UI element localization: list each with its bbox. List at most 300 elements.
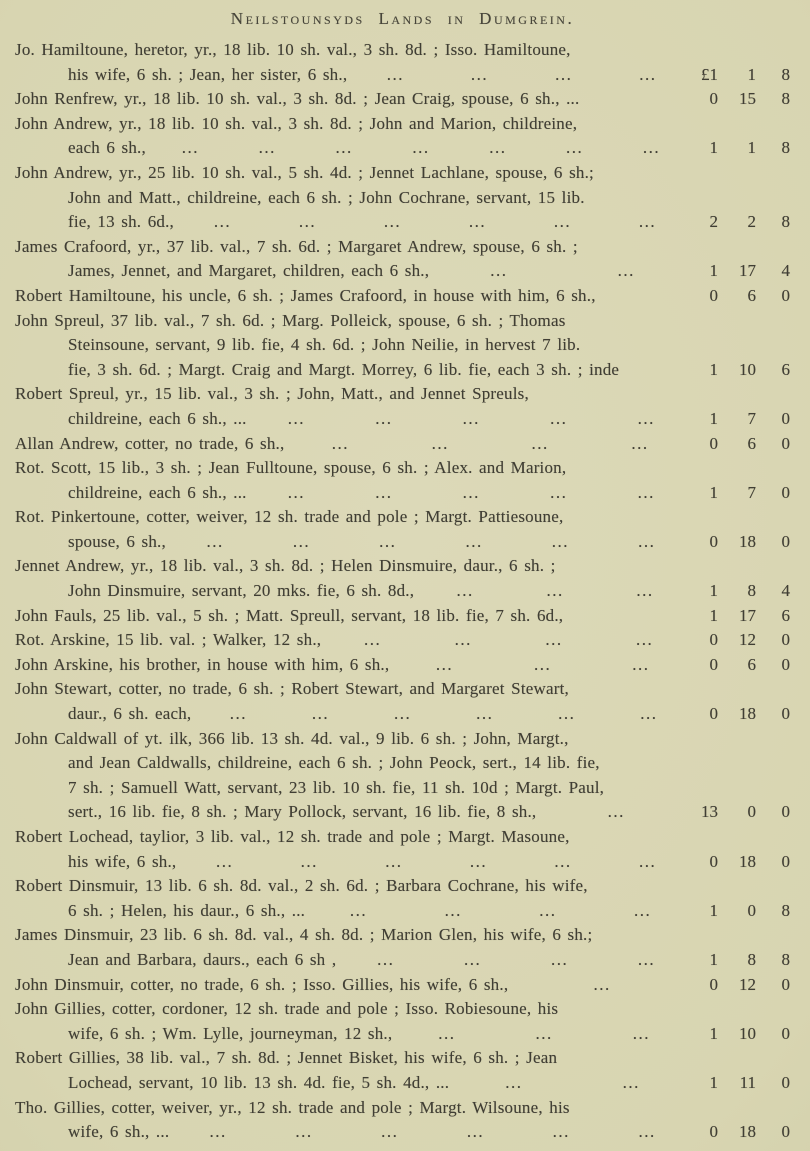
entry-text bbox=[15, 284, 690, 309]
entry-text bbox=[15, 235, 690, 284]
entry-line bbox=[15, 973, 690, 998]
dot-leader-group: ... bbox=[385, 851, 403, 871]
entry-line bbox=[15, 358, 690, 383]
entry-line bbox=[15, 850, 690, 875]
amount-pounds: 0 bbox=[709, 851, 718, 871]
dot-leaders bbox=[420, 579, 690, 604]
dot-leader-group: ... bbox=[638, 1122, 656, 1142]
ledger-entry bbox=[15, 1046, 790, 1095]
ledger-entry bbox=[15, 628, 790, 653]
amount-shillings: 2 bbox=[747, 212, 756, 232]
entry-line: James Dinsmuir, 23 lib. 6 sh. 8d. val., 4 sh. 8d. ; Marion Glen, his wife, 6 sh.; bbox=[15, 925, 593, 945]
entry-line bbox=[15, 579, 690, 604]
amount-pence: 0 bbox=[781, 1023, 790, 1043]
dot-leader-group: ... bbox=[363, 630, 382, 650]
amount-pence: 0 bbox=[781, 704, 790, 724]
amount-pounds: 1 bbox=[709, 138, 718, 158]
amount-pence: 0 bbox=[781, 482, 790, 502]
entry-line: and Jean Caldwalls, childreine, each 6 sh. ; John Peock, sert., 14 lib. fie, bbox=[68, 753, 600, 773]
ledger-entry bbox=[15, 874, 790, 923]
dot-leader-group: ... bbox=[639, 851, 657, 871]
amount bbox=[690, 948, 790, 973]
entry-line bbox=[15, 530, 690, 555]
dot-leader-group: ... bbox=[412, 138, 430, 158]
entry-text bbox=[15, 456, 690, 505]
entry-text bbox=[15, 628, 690, 653]
entry-line-text: wife, 6 sh., ... bbox=[68, 1122, 170, 1142]
dot-leader-group: ... bbox=[638, 531, 656, 551]
entry-line bbox=[15, 1022, 690, 1047]
amount-pounds: 0 bbox=[709, 974, 718, 994]
entry-line bbox=[15, 210, 690, 235]
amount-pounds: 1 bbox=[709, 359, 718, 379]
amount bbox=[690, 1022, 790, 1047]
dot-leaders bbox=[311, 899, 690, 924]
amount bbox=[690, 604, 790, 629]
amount-pence: 0 bbox=[781, 408, 790, 428]
amount bbox=[690, 1071, 790, 1096]
entry-text bbox=[15, 825, 690, 874]
entry-line bbox=[15, 136, 690, 161]
amount-pounds: 2 bbox=[709, 212, 718, 232]
dot-leader-group: ... bbox=[454, 630, 472, 650]
dot-leader-group: ... bbox=[393, 704, 412, 724]
dot-leader-group: ... bbox=[381, 1122, 399, 1142]
dot-leader-group: ... bbox=[298, 212, 317, 232]
dot-leader-group: ... bbox=[640, 704, 658, 724]
dot-leader-group: ... bbox=[469, 851, 488, 871]
ledger-entry bbox=[15, 456, 790, 505]
entry-line: James Crafoord, yr., 37 lib. val., 7 sh. 6d. ; Margaret Andrew, spouse, 6 sh. ; bbox=[15, 236, 578, 256]
dot-leader-group: ... bbox=[637, 482, 655, 502]
page-title: Neilstounsyds Lands in Dumgrein. bbox=[230, 9, 575, 28]
amount-pounds: 0 bbox=[709, 630, 718, 650]
dot-leaders bbox=[435, 259, 690, 284]
dot-leader-group: ... bbox=[546, 581, 564, 601]
entry-line-text: James, Jennet, and Margaret, children, each 6 sh., bbox=[68, 261, 430, 281]
amount-pence: 0 bbox=[781, 285, 790, 305]
dot-leader-group: ... bbox=[216, 851, 234, 871]
amount-shillings: 10 bbox=[739, 359, 756, 379]
dot-leader-group: ... bbox=[386, 64, 404, 84]
amount bbox=[690, 358, 790, 383]
dot-leader-group: ... bbox=[637, 408, 655, 428]
dot-leaders bbox=[395, 653, 690, 678]
dot-leader-group: ... bbox=[617, 261, 635, 281]
entry-line: John and Matt., childreine, each 6 sh. ; John Cochrane, servant, 15 lib. bbox=[68, 187, 585, 207]
dot-leaders bbox=[253, 407, 690, 432]
dot-leader-group: ... bbox=[550, 408, 568, 428]
dot-leader-group: ... bbox=[375, 482, 393, 502]
amount-pounds: 1 bbox=[709, 949, 718, 969]
dot-leader-group: ... bbox=[229, 704, 248, 724]
amount-shillings: 7 bbox=[747, 408, 756, 428]
entry-line-text: Lochead, servant, 10 lib. 13 sh. 4d. fie, 5 sh. 4d., ... bbox=[68, 1072, 450, 1092]
dot-leaders bbox=[182, 850, 690, 875]
dot-leader-group: ... bbox=[489, 138, 507, 158]
amount-pounds: 13 bbox=[701, 802, 718, 822]
dot-leader-group: ... bbox=[462, 482, 480, 502]
dot-leader-group: ... bbox=[462, 408, 480, 428]
dot-leader-group: ... bbox=[470, 64, 489, 84]
entry-line-text: Jean and Barbara, daurs., each 6 sh , bbox=[68, 949, 337, 969]
entry-line: John Gillies, cotter, cordoner, 12 sh. trade and pole ; Isso. Robiesoune, his bbox=[15, 999, 559, 1019]
ledger-entry bbox=[15, 973, 790, 998]
entry-line bbox=[15, 1120, 690, 1145]
entry-text bbox=[15, 997, 690, 1046]
dot-leader-group: ... bbox=[456, 581, 474, 601]
dot-leader-group: ... bbox=[287, 482, 305, 502]
entry-line-text: childreine, each 6 sh., ... bbox=[68, 482, 247, 502]
ledger-entry bbox=[15, 87, 790, 112]
entry-line-text: each 6 sh., bbox=[68, 138, 146, 158]
dot-leader-group: ... bbox=[566, 138, 584, 158]
ledger-entry bbox=[15, 309, 790, 383]
dot-leader-group: ... bbox=[476, 704, 494, 724]
entry-text bbox=[15, 653, 690, 678]
amount-shillings: 0 bbox=[747, 900, 756, 920]
entry-line: Robert Dinsmuir, 13 lib. 6 sh. 8d. val., 2 sh. 6d. ; Barbara Cochrane, his wife, bbox=[15, 876, 588, 896]
amount-pence: 0 bbox=[781, 1072, 790, 1092]
dot-leader-group: ... bbox=[311, 704, 330, 724]
amount-pence: 6 bbox=[781, 605, 790, 625]
entry-text bbox=[15, 973, 690, 998]
dot-leader-group: ... bbox=[300, 851, 318, 871]
dot-leader-group: ... bbox=[550, 949, 569, 969]
amount-pounds: 0 bbox=[709, 1122, 718, 1142]
amount-pence: 8 bbox=[781, 64, 790, 84]
entries-list bbox=[15, 38, 790, 1145]
amount-pounds: 1 bbox=[709, 261, 718, 281]
dot-leaders bbox=[253, 481, 690, 506]
dot-leader-group: ... bbox=[632, 1023, 650, 1043]
entry-line bbox=[15, 948, 690, 973]
dot-leader-group: ... bbox=[465, 531, 483, 551]
entry-line-text: fie, 3 sh. 6d. ; Margt. Craig and Margt. Morrey, 6 lib. fie, each 3 sh. ; inde bbox=[68, 359, 620, 379]
ledger-entry bbox=[15, 382, 790, 431]
amount-pounds: 1 bbox=[709, 581, 718, 601]
amount bbox=[690, 284, 790, 309]
ledger-entry bbox=[15, 432, 790, 457]
entry-line bbox=[15, 63, 690, 88]
amount-pence: 0 bbox=[781, 974, 790, 994]
entry-line-text: John Fauls, 25 lib. val., 5 sh. ; Matt. Spreull, servant, 18 lib. fie, 7 sh. 6d., bbox=[15, 605, 564, 625]
entry-text bbox=[15, 604, 690, 629]
amount bbox=[690, 210, 790, 235]
entry-line bbox=[15, 899, 690, 924]
entry-line: Jennet Andrew, yr., 18 lib. val., 3 sh. 8d. ; Helen Dinsmuire, daur., 6 sh. ; bbox=[15, 556, 556, 576]
amount-pounds: 0 bbox=[709, 433, 718, 453]
ledger-entry bbox=[15, 653, 790, 678]
amount-pounds: 1 bbox=[709, 1072, 718, 1092]
entry-line: John Stewart, cotter, no trade, 6 sh. ; Robert Stewart, and Margaret Stewart, bbox=[15, 679, 569, 699]
dot-leader-group: ... bbox=[545, 630, 563, 650]
amount-pence: 0 bbox=[781, 802, 790, 822]
amount bbox=[690, 579, 790, 604]
dot-leader-group: ... bbox=[642, 138, 661, 158]
amount bbox=[690, 702, 790, 727]
entry-text bbox=[15, 382, 690, 431]
dot-leaders bbox=[455, 1071, 690, 1096]
entry-line bbox=[15, 800, 690, 825]
dot-leader-group: ... bbox=[383, 212, 402, 232]
dot-leader-group: ... bbox=[468, 212, 487, 232]
dot-leader-group: ... bbox=[379, 531, 397, 551]
dot-leader-group: ... bbox=[554, 851, 572, 871]
amount bbox=[690, 899, 790, 924]
amount-shillings: 6 bbox=[747, 285, 756, 305]
dot-leader-group: ... bbox=[213, 212, 232, 232]
ledger-entry bbox=[15, 38, 790, 87]
ledger-entry bbox=[15, 1096, 790, 1145]
amount-shillings: 1 bbox=[747, 64, 756, 84]
amount-shillings: 10 bbox=[739, 1023, 756, 1043]
dot-leaders bbox=[175, 1120, 690, 1145]
entry-line-text: sert., 16 lib. fie, 8 sh. ; Mary Pollock, servant, 16 lib. fie, 8 sh., bbox=[68, 802, 537, 822]
amount-pence: 8 bbox=[781, 212, 790, 232]
entry-line: Tho. Gillies, cotter, weiver, yr., 12 sh. trade and pole ; Margt. Wilsoune, his bbox=[15, 1097, 570, 1117]
ledger-entry bbox=[15, 284, 790, 309]
dot-leader-group: ... bbox=[438, 1023, 456, 1043]
entry-text bbox=[15, 161, 690, 235]
dot-leader-group: ... bbox=[553, 212, 572, 232]
entry-text bbox=[15, 923, 690, 972]
dot-leader-group: ... bbox=[539, 900, 557, 920]
dot-leader-group: ... bbox=[335, 138, 353, 158]
dot-leader-group: ... bbox=[431, 433, 449, 453]
amount bbox=[690, 800, 790, 825]
amount-shillings: 18 bbox=[739, 531, 756, 551]
entry-text bbox=[15, 505, 690, 554]
ledger-entry bbox=[15, 235, 790, 284]
entry-text bbox=[15, 87, 690, 112]
entry-line-text: his wife, 6 sh. ; Jean, her sister, 6 sh., bbox=[68, 64, 348, 84]
ledger-entry bbox=[15, 727, 790, 825]
entry-line bbox=[15, 284, 690, 309]
entry-text bbox=[15, 1096, 690, 1145]
dot-leader-group: ... bbox=[331, 433, 350, 453]
entry-line-text: spouse, 6 sh., bbox=[68, 531, 166, 551]
amount-pounds: 1 bbox=[709, 1023, 718, 1043]
dot-leader-group: ... bbox=[464, 949, 482, 969]
amount bbox=[690, 628, 790, 653]
amount-shillings: 12 bbox=[739, 630, 756, 650]
dot-leaders bbox=[542, 800, 690, 825]
dot-leader-group: ... bbox=[593, 974, 611, 994]
dot-leader-group: ... bbox=[466, 1122, 485, 1142]
entry-line-text: childreine, each 6 sh., ... bbox=[68, 408, 247, 428]
entry-line bbox=[15, 259, 690, 284]
amount-shillings: 17 bbox=[739, 261, 756, 281]
amount-shillings: 12 bbox=[739, 974, 756, 994]
dot-leader-group: ... bbox=[531, 433, 549, 453]
entry-text bbox=[15, 112, 690, 161]
ledger-entry bbox=[15, 112, 790, 161]
entry-line: John Caldwall of yt. ilk, 366 lib. 13 sh. 4d. val., 9 lib. 6 sh. ; John, Margt., bbox=[15, 728, 569, 748]
dot-leader-group: ... bbox=[181, 138, 199, 158]
amount bbox=[690, 850, 790, 875]
dot-leader-group: ... bbox=[258, 138, 276, 158]
dot-leaders bbox=[180, 210, 690, 235]
dot-leader-group: ... bbox=[558, 704, 576, 724]
dot-leader-group: ... bbox=[206, 531, 224, 551]
entry-line-text: John Arskine, his brother, in house with him, 6 sh., bbox=[15, 654, 390, 674]
entry-line-text: wife, 6 sh. ; Wm. Lylle, journeyman, 12 sh., bbox=[68, 1023, 393, 1043]
dot-leader-group: ... bbox=[607, 802, 625, 822]
dot-leader-group: ... bbox=[287, 408, 305, 428]
amount-pence: 8 bbox=[781, 89, 790, 109]
amount-pence: 0 bbox=[781, 654, 790, 674]
amount-shillings: 11 bbox=[739, 1072, 756, 1092]
amount-shillings: 17 bbox=[739, 605, 756, 625]
ledger-entry bbox=[15, 997, 790, 1046]
ledger-entry bbox=[15, 604, 790, 629]
amount-shillings: 1 bbox=[747, 138, 756, 158]
ledger-entry bbox=[15, 923, 790, 972]
entry-line-text: his wife, 6 sh., bbox=[68, 851, 177, 871]
entry-line bbox=[15, 653, 690, 678]
amount-pence: 4 bbox=[781, 581, 790, 601]
dot-leader-group: ... bbox=[295, 1122, 313, 1142]
amount-pence: 8 bbox=[781, 138, 790, 158]
amount bbox=[690, 653, 790, 678]
entry-text bbox=[15, 677, 690, 726]
dot-leader-group: ... bbox=[552, 1122, 570, 1142]
dot-leader-group: ... bbox=[550, 482, 568, 502]
entry-text bbox=[15, 432, 690, 457]
amount-pence: 0 bbox=[781, 433, 790, 453]
entry-line: Robert Gillies, 38 lib. val., 7 sh. 8d. ; Jennet Bisket, his wife, 6 sh. ; Jean bbox=[15, 1048, 558, 1068]
amount-pence: 6 bbox=[781, 359, 790, 379]
dot-leaders bbox=[290, 432, 690, 457]
amount-pounds: 1 bbox=[709, 482, 718, 502]
amount-pounds: 1 bbox=[709, 605, 718, 625]
entry-line bbox=[15, 628, 690, 653]
entry-line bbox=[15, 432, 690, 457]
dot-leader-group: ... bbox=[349, 900, 368, 920]
amount-pounds: 0 bbox=[709, 89, 718, 109]
amount-pence: 0 bbox=[781, 630, 790, 650]
dot-leader-group: ... bbox=[622, 1072, 640, 1092]
amount bbox=[690, 259, 790, 284]
dot-leader-group: ... bbox=[292, 531, 311, 551]
dot-leader-group: ... bbox=[638, 212, 657, 232]
amount-pounds: £1 bbox=[701, 64, 718, 84]
dot-leader-group: ... bbox=[444, 900, 462, 920]
entry-line-text: John Renfrew, yr., 18 lib. 10 sh. val., 3 sh. 8d. ; Jean Craig, spouse, 6 sh., ... bbox=[15, 89, 580, 109]
entry-line: Robert Spreul, yr., 15 lib. val., 3 sh. ; John, Matt., and Jennet Spreuls, bbox=[15, 384, 529, 404]
dot-leader-group: ... bbox=[637, 949, 656, 969]
dot-leader-group: ... bbox=[375, 408, 393, 428]
entry-text bbox=[15, 874, 690, 923]
entry-line: John Spreul, 37 lib. val., 7 sh. 6d. ; Marg. Polleick, spouse, 6 sh. ; Thomas bbox=[15, 310, 566, 330]
dot-leader-group: ... bbox=[435, 654, 454, 674]
amount-shillings: 6 bbox=[747, 433, 756, 453]
entry-line bbox=[15, 481, 690, 506]
amount-shillings: 15 bbox=[739, 89, 756, 109]
ledger-entry bbox=[15, 505, 790, 554]
amount-shillings: 18 bbox=[739, 851, 756, 871]
dot-leaders bbox=[353, 63, 690, 88]
amount-shillings: 0 bbox=[747, 802, 756, 822]
amount-pounds: 0 bbox=[709, 531, 718, 551]
amount-pence: 0 bbox=[781, 531, 790, 551]
ledger-entry bbox=[15, 825, 790, 874]
amount-pence: 0 bbox=[781, 1122, 790, 1142]
entry-line bbox=[15, 604, 690, 629]
amount-pounds: 0 bbox=[709, 285, 718, 305]
dot-leader-group: ... bbox=[632, 654, 650, 674]
entry-text bbox=[15, 309, 690, 383]
entry-line-text: daur., 6 sh. each, bbox=[68, 704, 192, 724]
dot-leaders bbox=[152, 136, 690, 161]
amount-pounds: 0 bbox=[709, 704, 718, 724]
amount-shillings: 6 bbox=[747, 654, 756, 674]
amount bbox=[690, 87, 790, 112]
entry-line: John Andrew, yr., 25 lib. 10 sh. val., 5 sh. 4d. ; Jennet Lachlane, spouse, 6 sh.; bbox=[15, 162, 594, 182]
amount bbox=[690, 136, 790, 161]
entry-line-text: Robert Hamiltoune, his uncle, 6 sh. ; James Crafoord, in house with him, 6 sh., bbox=[15, 285, 596, 305]
entry-line bbox=[15, 702, 690, 727]
entry-line-text: John Dinsmuire, servant, 20 mks. fie, 6 sh. 8d., bbox=[68, 581, 415, 601]
amount-pence: 8 bbox=[781, 900, 790, 920]
ledger-entry bbox=[15, 161, 790, 235]
amount-pence: 0 bbox=[781, 851, 790, 871]
amount bbox=[690, 1120, 790, 1145]
entry-line-text: fie, 13 sh. 6d., bbox=[68, 212, 174, 232]
amount-pounds: 1 bbox=[709, 900, 718, 920]
entry-line: 7 sh. ; Samuell Watt, servant, 23 lib. 10 sh. fie, 11 sh. 10d ; Margt. Paul, bbox=[68, 777, 605, 797]
entry-line: Steinsoune, servant, 9 lib. fie, 4 sh. 6d. ; John Neilie, in hervest 7 lib. bbox=[68, 335, 581, 355]
dot-leader-group: ... bbox=[534, 654, 552, 674]
entry-line-text: Rot. Arskine, 15 lib. val. ; Walker, 12 sh., bbox=[15, 630, 322, 650]
dot-leaders bbox=[197, 702, 690, 727]
dot-leader-group: ... bbox=[209, 1122, 227, 1142]
dot-leaders bbox=[398, 1022, 690, 1047]
amount-shillings: 8 bbox=[747, 949, 756, 969]
amount-shillings: 7 bbox=[747, 482, 756, 502]
amount bbox=[690, 973, 790, 998]
amount bbox=[690, 432, 790, 457]
dot-leaders bbox=[342, 948, 690, 973]
entry-line bbox=[15, 87, 690, 112]
dot-leader-group: ... bbox=[505, 1072, 523, 1092]
amount-shillings: 18 bbox=[739, 1122, 756, 1142]
dot-leaders bbox=[172, 530, 690, 555]
entry-text bbox=[15, 554, 690, 603]
entry-text bbox=[15, 38, 690, 87]
dot-leaders bbox=[514, 973, 690, 998]
amount bbox=[690, 481, 790, 506]
amount-shillings: 18 bbox=[739, 704, 756, 724]
amount bbox=[690, 63, 790, 88]
amount-pounds: 1 bbox=[709, 408, 718, 428]
dot-leader-group: ... bbox=[639, 64, 657, 84]
entry-line: Rot. Pinkertoune, cotter, weiver, 12 sh. trade and pole ; Margt. Pattiesoune, bbox=[15, 507, 564, 527]
dot-leaders bbox=[327, 628, 690, 653]
ledger-entry bbox=[15, 677, 790, 726]
entry-text bbox=[15, 727, 690, 825]
entry-line: John Andrew, yr., 18 lib. 10 sh. val., 3 sh. 8d. ; John and Marion, childreine, bbox=[15, 113, 578, 133]
ledger-entry bbox=[15, 554, 790, 603]
amount-pence: 8 bbox=[781, 949, 790, 969]
dot-leader-group: ... bbox=[636, 581, 654, 601]
entry-text bbox=[15, 1046, 690, 1095]
dot-leader-group: ... bbox=[631, 433, 649, 453]
dot-leader-group: ... bbox=[551, 531, 570, 551]
dot-leader-group: ... bbox=[377, 949, 395, 969]
amount-pounds: 0 bbox=[709, 654, 718, 674]
